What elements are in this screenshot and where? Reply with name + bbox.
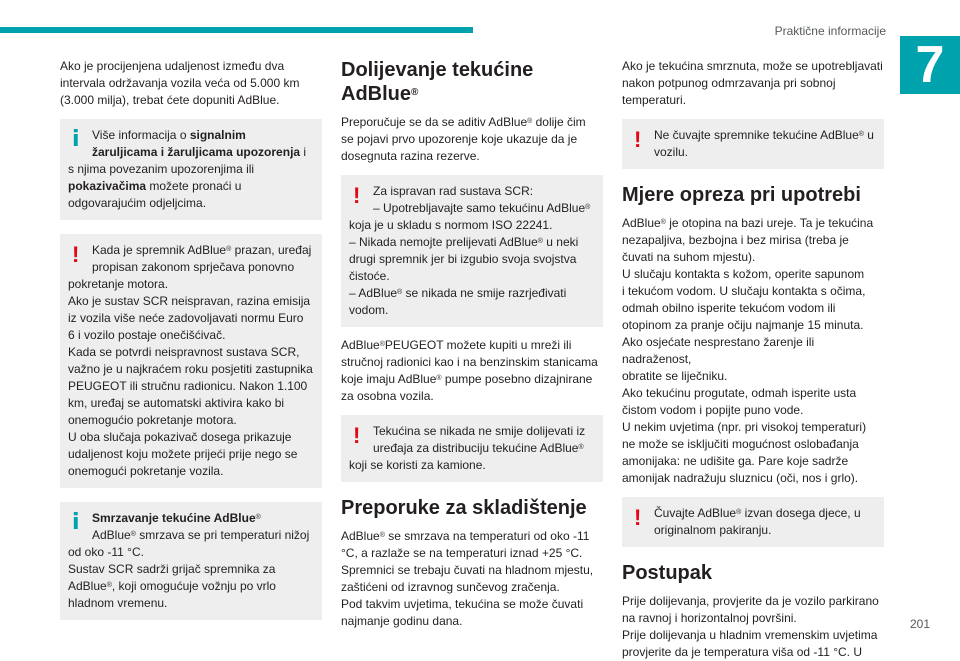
precautions-paragraph: AdBlue® je otopina na bazi ureje. Ta je tekućina nezapaljiva, bezbojna i bez mirisa (treba je čuvati na suhom mjestu). U slučaju kontakta s kožom, operite sapunom i tekućom vodom. U slučaju kontakta s očima, odmah obilno isperite tekućom vodom ili otopinom za pranje očiju najmanje 15 minuta. Ako osjećate nesprestano žarenje ili nadraženost, obratite se liječniku. Ako tekućinu progutate, odmah isperite usta čistom vodom i popijte puno vode. U nekim uvjetima (npr. pri visokoj temperaturi) ne može se isključiti mogućnost oslobađanja amonijaka: ne udišite ga. Pare koje sadrže amonijak nadražuju sluznicu (oči, nos i grlo). bbox=[622, 216, 874, 485]
header-accent-bar bbox=[0, 27, 473, 33]
storage-paragraph: AdBlue® se smrzava na temperaturi od oko -11 °C, a razlaže se na temperaturi iznad +25 °C. Spremnici se trebaju čuvati na hladnom mjestu, zaštićeni od izravnog sunčevog zračenja. Pod takvim uvjetima, tekućina se može čuvati najmanje godinu dana. bbox=[341, 529, 594, 628]
column-2 bbox=[341, 58, 603, 630]
heading-procedure: Postupak bbox=[622, 562, 713, 584]
purchase-paragraph: AdBlue®PEUGEOT možete kupiti u mreži ili stručnoj radionici kao i na benzinskim stanicama koje imaju AdBlue® pumpe posebno dizajnirane za osobna vozila. bbox=[341, 338, 598, 403]
column-3 bbox=[622, 58, 884, 661]
heading-refill: Dolijevanje tekućine AdBlue® bbox=[341, 59, 534, 105]
heading-storage: Preporuke za skladištenje bbox=[341, 497, 587, 519]
chapter-badge: 7 bbox=[900, 36, 960, 94]
warning-box-scr: ! Za ispravan rad sustava SCR: – Upotrebljavajte samo tekućinu AdBlue® koja je u skladu s normom ISO 22241. – Nikada nemojte prelijevati AdBlue® u neki drugi spremnik jer bi izgubio svoja svojstva čistoće. – AdBlue® se nikada ne smije razrjeđivati vodom. bbox=[341, 175, 603, 327]
section-title: Praktične informacije bbox=[774, 24, 886, 38]
heading-precautions: Mjere opreza pri upotrebi bbox=[622, 184, 861, 206]
column-1 bbox=[60, 58, 322, 620]
warning-icon: ! bbox=[634, 505, 642, 530]
info-box-warning-lamps: i Više informacija o signalnim žaruljicama i žaruljicama upozorenja i s njima povezanim upozorenjima ili pokazivačima možete pronaći u odgovarajućim odjeljcima. bbox=[60, 119, 322, 220]
refill-paragraph: Preporučuje se da se aditiv AdBlue® dolije čim se pojavi prvo upozorenje koje ukazuje da je dosegnuta razina rezerve. bbox=[341, 115, 586, 163]
info-icon: i bbox=[72, 127, 80, 152]
intro-paragraph: Ako je procijenjena udaljenost između dva intervala održavanja vozila veća od 5.000 km (3.000 milja), trebat ćete dopuniti AdBlue. bbox=[60, 59, 300, 107]
info-icon: i bbox=[72, 510, 80, 535]
procedure-paragraph: Prije dolijevanja, provjerite da je vozilo parkirano na ravnoj i horizontalnoj površini. Prije dolijevanja u hladnim vremenskim uvjetima provjerite da je temperatura viša od -11 °C. U bbox=[622, 594, 879, 659]
page-number: 201 bbox=[910, 617, 931, 631]
warning-icon: ! bbox=[353, 183, 361, 208]
warning-box-vehicle-storage: ! Ne čuvajte spremnike tekućine AdBlue® u vozilu. bbox=[622, 119, 884, 169]
warning-box-truck-pump: ! Tekućina se nikada ne smije dolijevati iz uređaja za distribuciju tekućine AdBlue® koji se koristi za kamione. bbox=[341, 415, 603, 482]
warning-box-children: ! Čuvajte AdBlue® izvan dosega djece, u originalnom pakiranju. bbox=[622, 497, 884, 547]
warning-box-empty-tank: ! Kada je spremnik AdBlue® prazan, uređaj propisan zakonom sprječava ponovno pokretanje motora. Ako je sustav SCR neispravan, razina emisija iz vozila više neće zadovoljavati normu Euro 6 i vozilo postaje onečišćivač. Kada se potvrdi neispravnost sustava SCR, važno je u najkraćem roku posjetiti zastupnika PEUGEOT ili stručnu radionicu. Nakon 1.100 km, uređaj se automatski aktivira kako bi onemogućio pokretanje motora. U oba slučaja pokazivač dosega prikazuje udaljenost koju možete prijeći prije nego se onemogući pokretanje vozila. bbox=[60, 234, 322, 488]
warning-icon: ! bbox=[353, 423, 361, 448]
warning-icon: ! bbox=[634, 127, 642, 152]
frozen-paragraph: Ako je tekućina smrznuta, može se upotrebljavati nakon potpunog odmrzavanja pri sobnoj temperaturi. bbox=[622, 59, 883, 107]
warning-icon: ! bbox=[72, 242, 80, 267]
info-box-freezing: i Smrzavanje tekućine AdBlue® AdBlue® smrzava se pri temperaturi nižoj od oko -11 °C. Sustav SCR sadrži grijač spremnika za AdBlue®, koji omogućuje vožnju po vrlo hladnom vremenu. bbox=[60, 502, 322, 620]
